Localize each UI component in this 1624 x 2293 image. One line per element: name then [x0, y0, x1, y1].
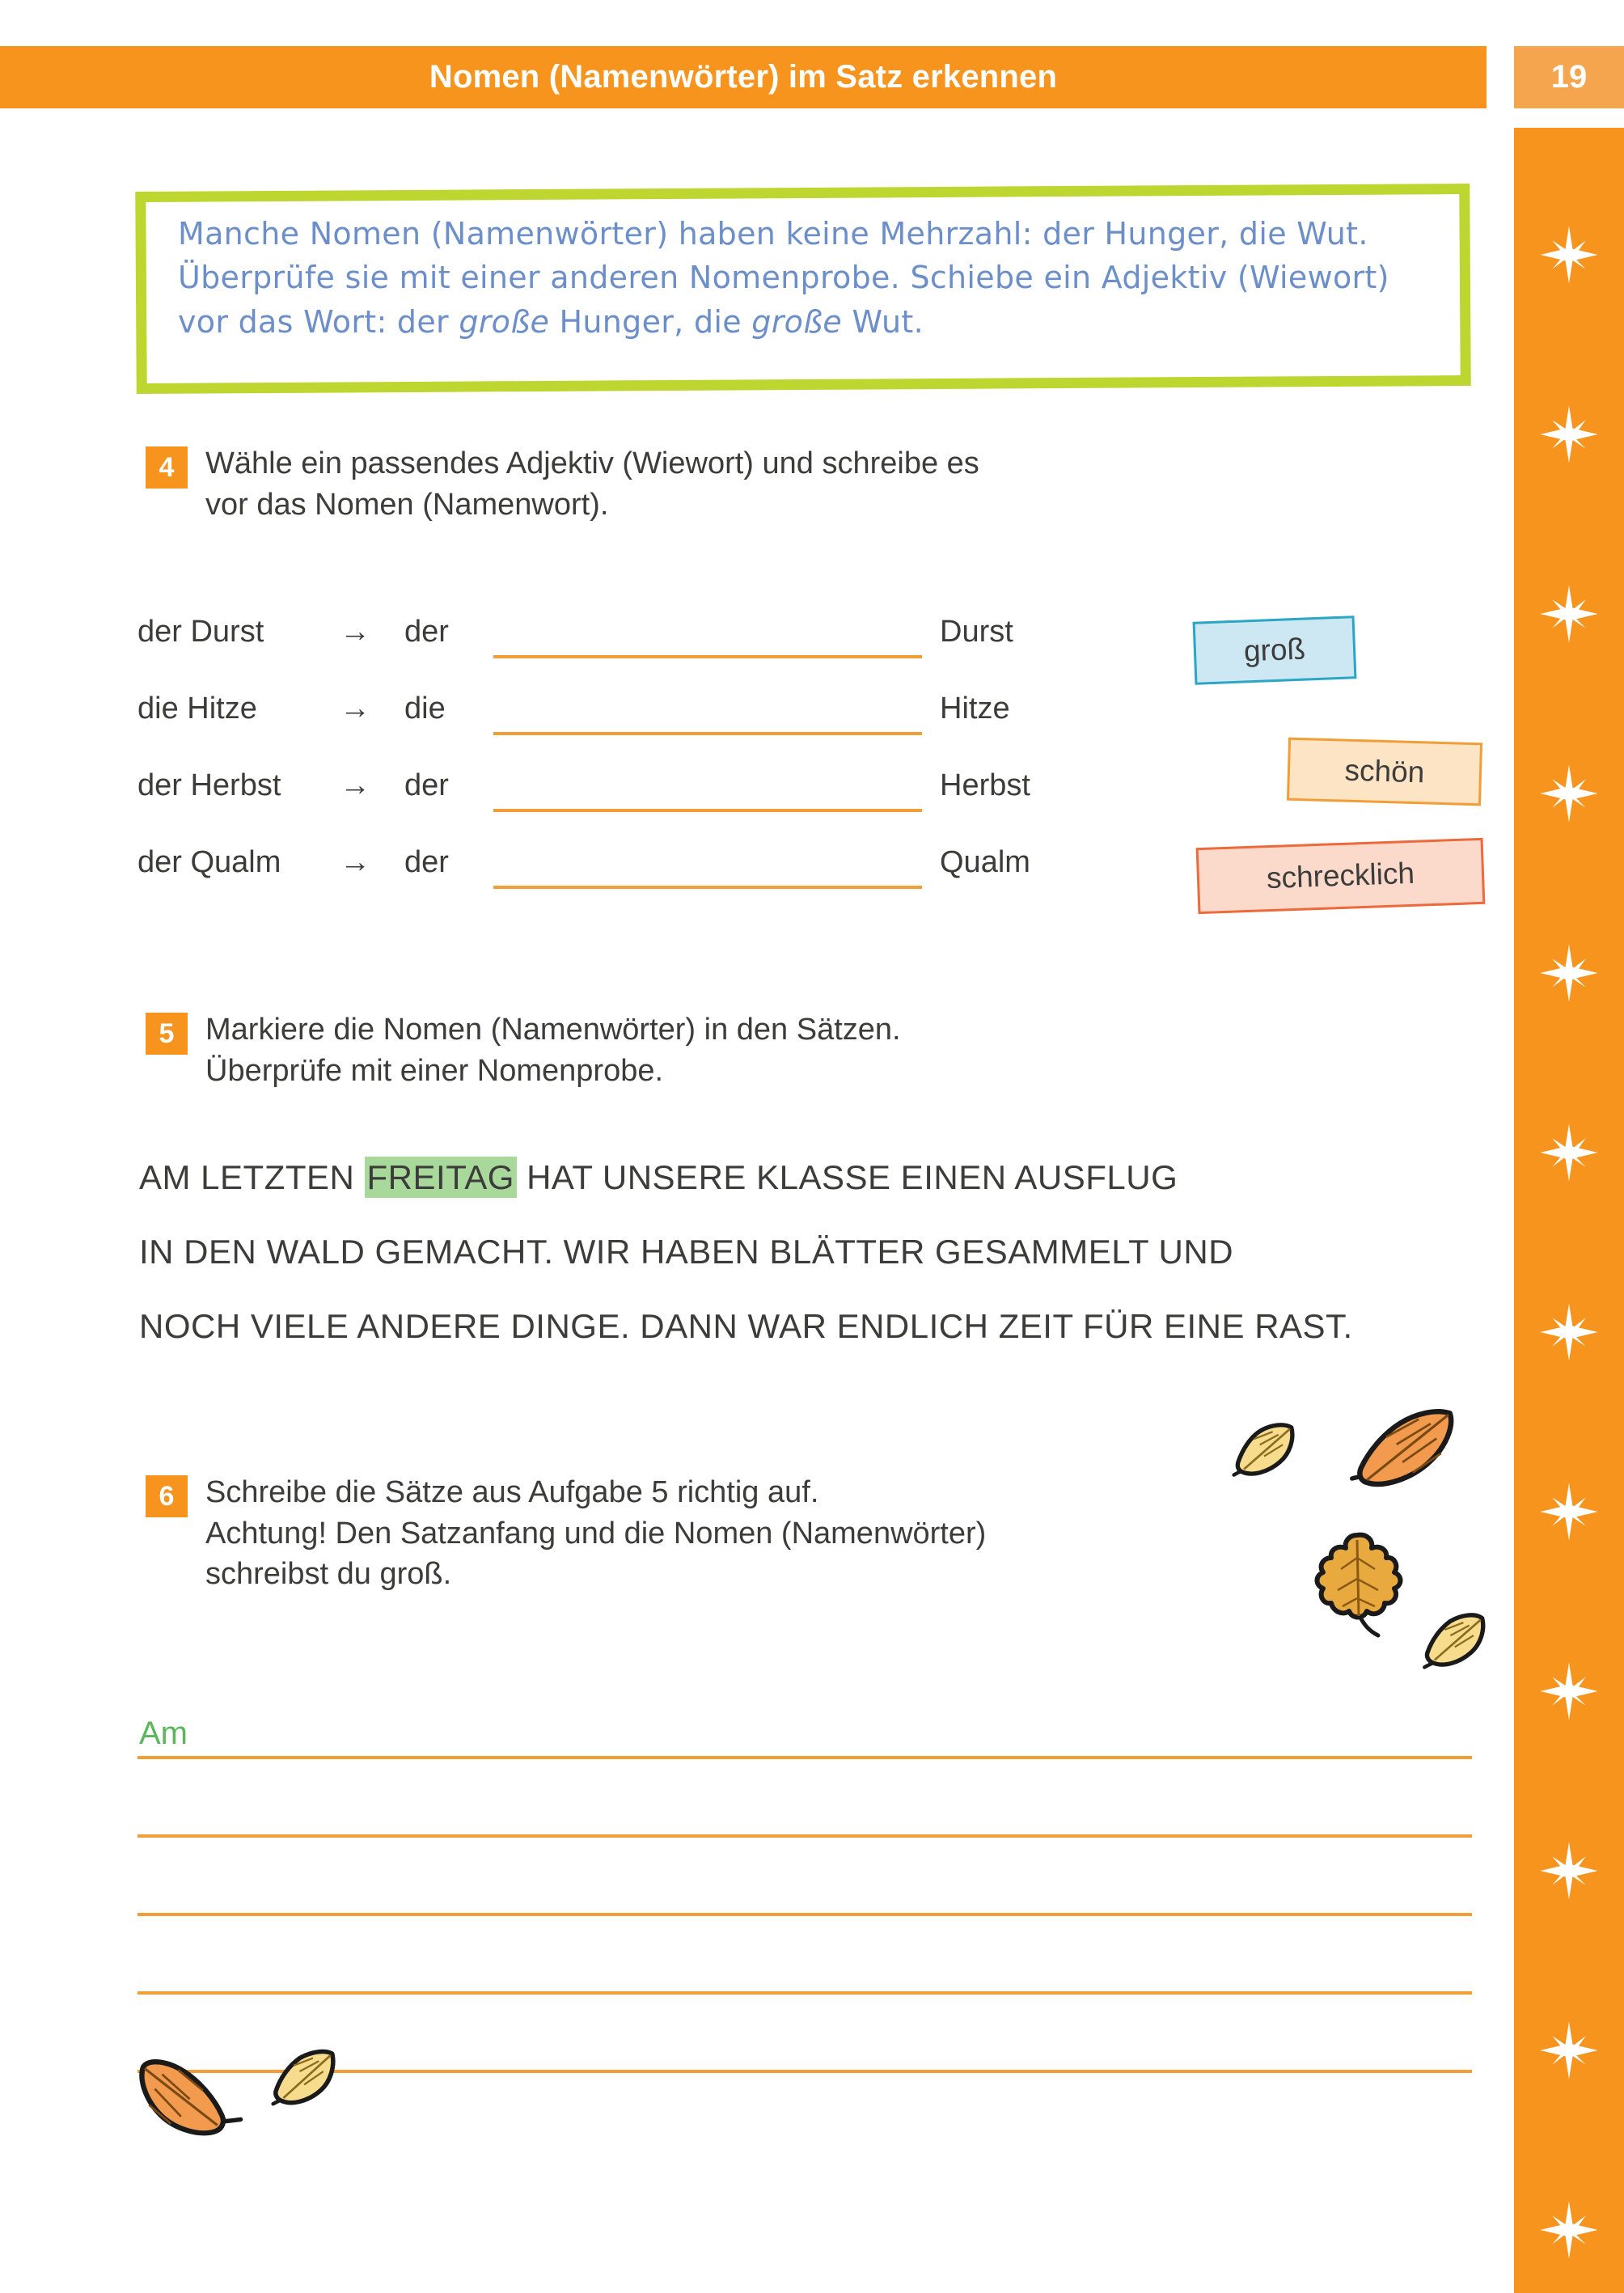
task-4-row [137, 615, 1148, 692]
writing-line[interactable] [137, 1838, 1472, 1916]
page-number-box [1514, 46, 1624, 108]
task-4-instruction [205, 443, 979, 525]
leaf-birch-small-top [1228, 1420, 1300, 1485]
task-6-instruction [205, 1472, 986, 1595]
info-line-3-post: Wut. [842, 303, 924, 340]
star-icon [1539, 2200, 1599, 2260]
task-5-sentence-line-1-pre: AM LETZTEN [139, 1158, 365, 1196]
task-4-adjective-blank[interactable] [493, 847, 922, 889]
sidebar-decorative-strip [1514, 128, 1624, 2293]
task-6-instruction-line-3: schreibst du groß. [205, 1557, 452, 1592]
task-4-source-phrase: der Qualm [137, 845, 281, 879]
task-4-article: der [404, 768, 449, 802]
task-6-number: 6 [146, 1475, 188, 1517]
star-icon [1539, 225, 1599, 285]
arrow-right-icon: → [340, 615, 370, 649]
task-4-row [137, 845, 1148, 922]
task-4-noun: Hitze [940, 692, 1010, 726]
word-card-schrecklich[interactable] [1196, 838, 1486, 914]
task-6-instruction-line-1: Schreibe die Sätze aus Aufgabe 5 richtig auf. [205, 1475, 819, 1509]
page-title: Nomen (Namenwörter) im Satz erkennen [429, 59, 1058, 95]
task-4-article: die [404, 692, 446, 726]
task-6-writing-lines [137, 1681, 1472, 2073]
arrow-right-icon: → [340, 692, 370, 726]
task-4-article: der [404, 615, 449, 649]
word-card-schrecklich-label: schrecklich [1266, 856, 1415, 895]
info-line-1: Manche Nomen (Namenwörter) haben keine Mehrzahl: der Hunger, die Wut. [178, 216, 1368, 252]
info-line-3-em2: große [751, 303, 843, 340]
task-4-source-phrase: der Herbst [137, 768, 281, 802]
writing-line[interactable] [137, 1759, 1472, 1838]
highlighted-noun-freitag[interactable]: FREITAG [365, 1157, 517, 1198]
info-line-3 [178, 300, 1438, 344]
leaf-birch-orange-bottom [136, 2056, 245, 2145]
info-line-3-em1: große [459, 303, 550, 340]
star-icon [1539, 943, 1599, 1003]
task-4-instruction-line-2: vor das Nomen (Namenwort). [205, 487, 609, 522]
task-5-instruction-line-1: Markiere die Nomen (Namenwörter) in den Sätzen. [205, 1013, 901, 1047]
word-card-gross[interactable] [1193, 616, 1357, 685]
task-4-row [137, 692, 1148, 768]
arrow-right-icon: → [340, 768, 370, 802]
word-card-schoen[interactable] [1287, 738, 1482, 806]
task-4-adjective-blank[interactable] [493, 770, 922, 812]
task-4-noun: Qualm [940, 845, 1030, 879]
task-5-number: 5 [146, 1013, 188, 1055]
task-5-sentence-line-1[interactable] [139, 1158, 1498, 1196]
task-4-noun: Herbst [940, 768, 1030, 802]
star-icon [1539, 764, 1599, 823]
page-header-bar [0, 46, 1487, 108]
task-5 [146, 1009, 1278, 1091]
writing-line[interactable] [137, 1681, 1472, 1759]
task-4-instruction-line-1: Wähle ein passendes Adjektiv (Wiewort) und schreibe es [205, 446, 979, 480]
task-4-number: 4 [146, 446, 188, 489]
task-4-article: der [404, 845, 449, 879]
info-box [136, 188, 1470, 390]
task-6 [146, 1472, 1318, 1595]
writing-line-prefill: Am [139, 1716, 188, 1751]
leaf-birch-small-right [1417, 1610, 1490, 1676]
task-4-source-phrase: der Durst [137, 615, 264, 649]
task-5-sentence-line-3[interactable]: NOCH VIELE ANDERE DINGE. DANN WAR ENDLICH ZEIT FÜR EINE RAST. [139, 1307, 1353, 1345]
star-icon [1539, 1302, 1599, 1362]
star-icon [1539, 404, 1599, 464]
info-line-3-mid: Hunger, die [549, 303, 752, 340]
star-icon [1539, 2020, 1599, 2080]
task-4-row [137, 768, 1148, 845]
star-icon [1539, 1661, 1599, 1721]
task-5-instruction [205, 1009, 901, 1091]
arrow-right-icon: → [340, 845, 370, 879]
task-4-source-phrase: die Hitze [137, 692, 257, 726]
task-4-noun: Durst [940, 615, 1013, 649]
word-card-schoen-label: schön [1344, 753, 1425, 789]
task-5-sentences [139, 1158, 1498, 1384]
leaf-oak [1310, 1529, 1407, 1642]
task-5-sentence-line-2[interactable]: IN DEN WALD GEMACHT. WIR HABEN BLÄTTER GESAMMELT UND [139, 1233, 1234, 1271]
task-5-instruction-line-2: Überprüfe mit einer Nomenprobe. [205, 1053, 664, 1088]
star-icon [1539, 1123, 1599, 1182]
star-icon [1539, 1482, 1599, 1542]
task-4-adjective-blank[interactable] [493, 693, 922, 735]
page-number: 19 [1550, 59, 1588, 95]
leaf-birch-orange-top [1347, 1407, 1460, 1496]
task-5-sentence-line-1-post: HAT UNSERE KLASSE EINEN AUSFLUG [516, 1158, 1178, 1196]
info-box-text [178, 212, 1438, 344]
task-6-instruction-line-2: Achtung! Den Satzanfang und die Nomen (Namenwörter) [205, 1516, 987, 1551]
task-4-adjective-blank[interactable] [493, 616, 922, 658]
info-line-3-pre: vor das Wort: der [178, 303, 459, 340]
star-icon [1539, 584, 1599, 644]
writing-line[interactable] [137, 1916, 1472, 1995]
leaf-birch-pale-bottom [267, 2046, 341, 2114]
task-4-rows [137, 615, 1148, 922]
task-4 [146, 443, 1278, 525]
info-line-2: Überprüfe sie mit einer anderen Nomenprobe. Schiebe ein Adjektiv (Wiewort) [178, 260, 1389, 296]
star-icon [1539, 1841, 1599, 1901]
word-card-gross-label: groß [1243, 632, 1306, 668]
